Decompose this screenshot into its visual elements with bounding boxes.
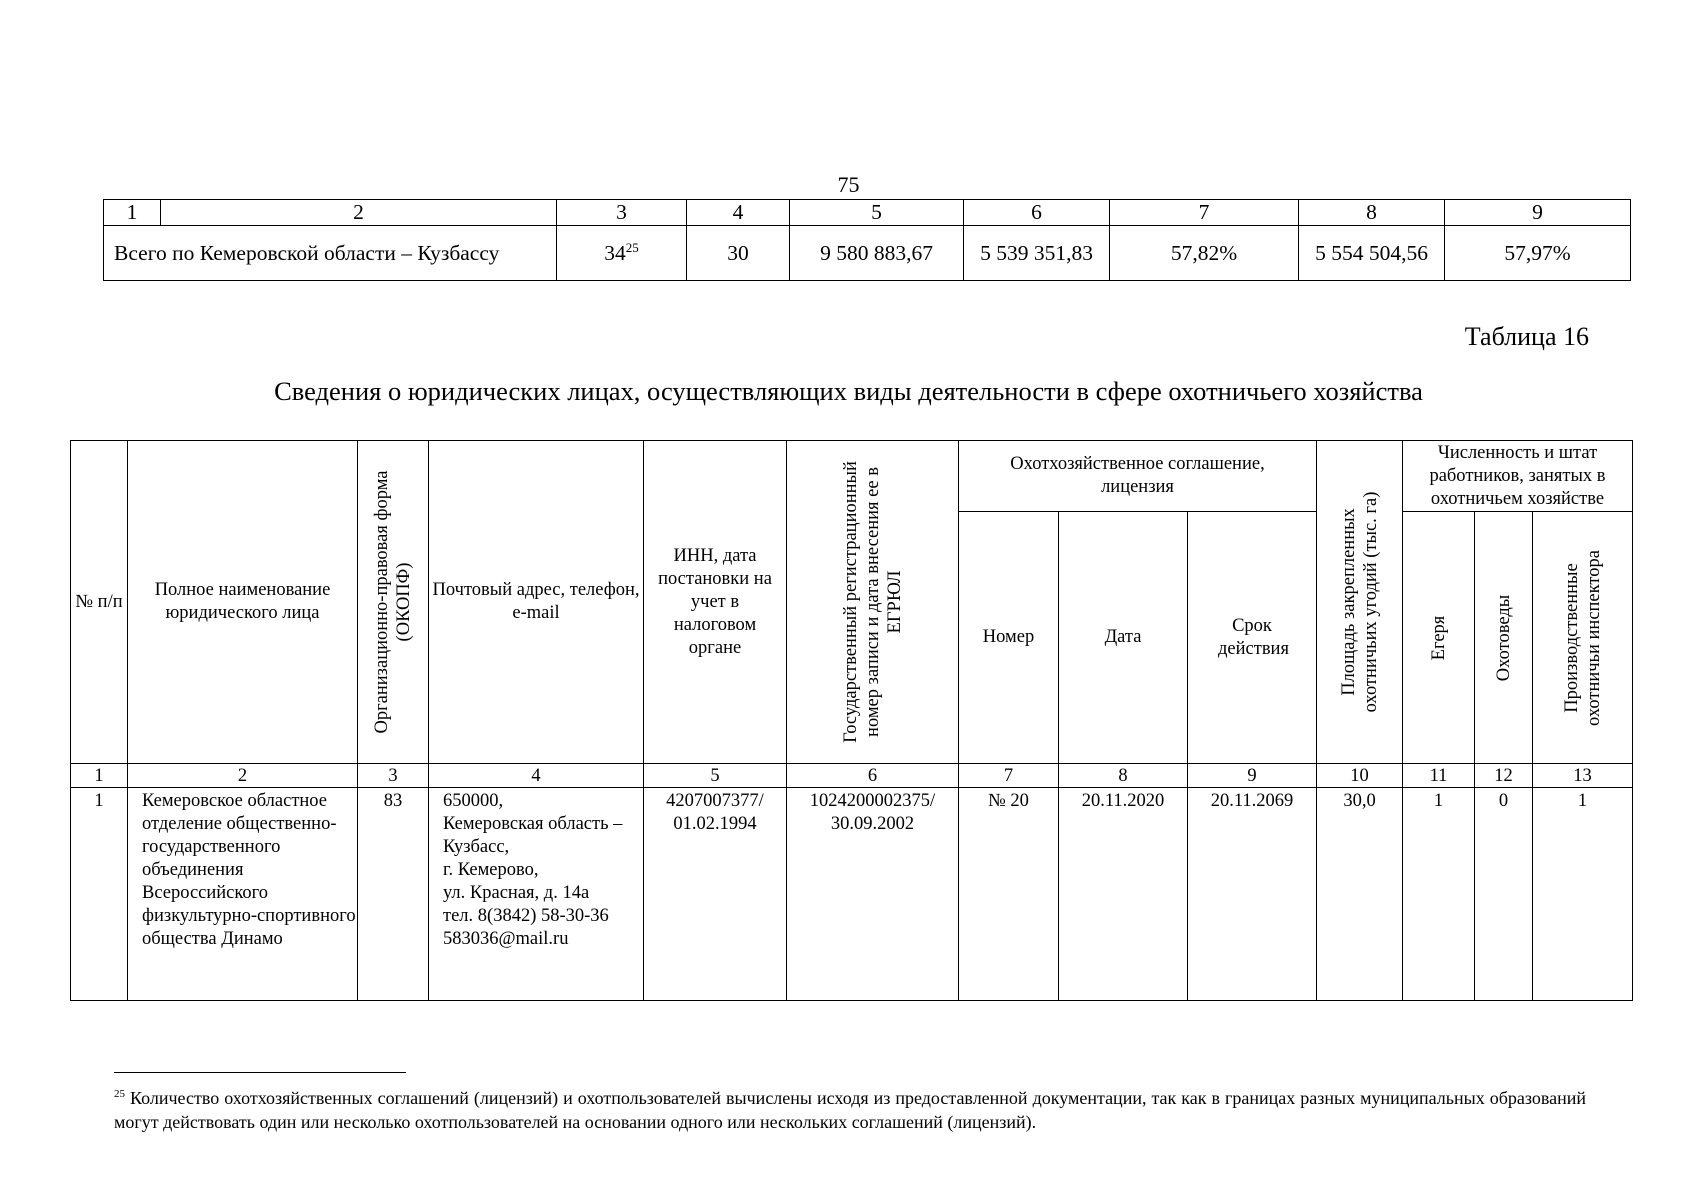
header-agr-number: Номер (959, 512, 1059, 764)
address-line: ул. Красная, д. 14а (443, 883, 590, 903)
address-line: 650000, (443, 791, 504, 811)
summary-header-cell: 4 (687, 200, 790, 226)
footnote-ref: 25 (625, 239, 639, 255)
column-number: 11 (1403, 764, 1475, 788)
summary-header-cell: 7 (1110, 200, 1299, 226)
column-number: 12 (1475, 764, 1533, 788)
column-number: 5 (644, 764, 787, 788)
header-staff: Численность и штат работников, занятых в охотничьем хозяйстве (1403, 441, 1633, 512)
table-title: Сведения о юридических лицах, осуществляющих виды деятельности в сфере охотничьего хозяйства (274, 376, 1423, 406)
summary-header-cell: 5 (790, 200, 964, 226)
row-entity-name: Кемеровское областное отделение общественно-государственного объединения Всероссийского физкультурно-спортивного общества Динамо (128, 788, 358, 1001)
header-experts (1475, 512, 1533, 764)
total-area: 9 580 883,67 (790, 226, 964, 281)
summary-header-cell: 2 (161, 200, 557, 226)
total-label: Всего по Кемеровской области – Кузбассу (104, 226, 557, 281)
address-email: 583036@mail.ru (443, 929, 569, 949)
summary-header-cell: 6 (964, 200, 1110, 226)
header-row-1 (71, 441, 1633, 512)
row-okopf: 83 (358, 788, 429, 1001)
column-number: 4 (429, 764, 644, 788)
column-number: 9 (1188, 764, 1317, 788)
address-line: Кузбасс, (443, 837, 510, 857)
row-agr-date: 20.11.2020 (1059, 788, 1188, 1001)
address-line: Кемеровская область – (443, 814, 623, 834)
footnote-marker: 25 (114, 1088, 125, 1100)
header-inspectors-text: Производственные охотничьи инспектора (1561, 549, 1604, 726)
footnote-separator (114, 1072, 406, 1073)
total-col7-percent: 57,82% (1110, 226, 1299, 281)
summary-header-cell: 8 (1299, 200, 1445, 226)
table-number: Таблица 16 (1464, 322, 1589, 351)
row-agr-number: № 20 (959, 788, 1059, 1001)
header-name: Полное наименование юридического лица (128, 441, 358, 764)
address-line: г. Кемерово, (443, 860, 539, 880)
row-area: 30,0 (1317, 788, 1403, 1001)
legal-entities-table (70, 440, 1633, 1001)
column-number: 3 (358, 764, 429, 788)
header-huntsmen (1403, 512, 1475, 764)
row-ogrn: 1024200002375/ 30.09.2002 (787, 788, 959, 1001)
header-okopf (358, 441, 429, 764)
column-numbers-row (71, 764, 1633, 788)
row-inn: 4207007377/ 01.02.1994 (644, 788, 787, 1001)
row-num: 1 (71, 788, 128, 1001)
row-huntsmen: 1 (1403, 788, 1475, 1001)
row-inspectors: 1 (1533, 788, 1633, 1001)
header-area-text: Площадь закрепленных охотничьих угодий (тыс. га) (1338, 491, 1381, 713)
header-agr-date: Дата (1059, 512, 1188, 764)
header-huntsmen-text: Егеря (1428, 615, 1449, 660)
row-agr-term: 20.11.2069 (1188, 788, 1317, 1001)
summary-header-row (104, 200, 1631, 226)
table-row (71, 788, 1633, 1001)
total-agreements-value: 34 (604, 240, 626, 265)
address-line: тел. 8(3842) 58-30-36 (443, 906, 609, 926)
total-col6: 5 539 351,83 (964, 226, 1110, 281)
header-okopf-text: Организационно-правовая форма (ОКОПФ) (372, 470, 414, 734)
column-number: 8 (1059, 764, 1188, 788)
header-inspectors (1533, 512, 1633, 764)
column-number: 2 (128, 764, 358, 788)
summary-header-cell: 3 (557, 200, 687, 226)
summary-total-row (104, 226, 1631, 281)
header-agreement: Охотхозяйственное соглашение, лицензия (959, 441, 1317, 512)
total-col8: 5 554 504,56 (1299, 226, 1445, 281)
header-experts-text: Охотоведы (1493, 594, 1514, 681)
header-ogrn-text: Государственный регистрационный номер записи и дата внесения ее в ЕГРЮЛ (840, 461, 905, 743)
column-number: 13 (1533, 764, 1633, 788)
header-num: № п/п (71, 441, 128, 764)
summary-header-cell: 1 (104, 200, 161, 226)
summary-header-cell: 9 (1445, 200, 1631, 226)
header-inn: ИНН, дата постановки на учет в налоговом органе (644, 441, 787, 764)
total-agreements (557, 226, 687, 281)
row-address (429, 788, 644, 1001)
header-ogrn (787, 441, 959, 764)
column-number: 1 (71, 764, 128, 788)
column-number: 10 (1317, 764, 1403, 788)
footnote-text: Количество охотхозяйственных соглашений (лицензий) и охотпользователей вычислены исходя из предоставленной документации, так как в границах разных муниципальных образований могут действовать один или несколько охотпользователей на основании одного или нескольких соглашений (лицензий). (114, 1088, 1587, 1132)
header-address: Почтовый адрес, телефон, e-mail (429, 441, 644, 764)
summary-table (103, 199, 1631, 281)
header-area (1317, 441, 1403, 764)
footnote (114, 1086, 1586, 1134)
header-agr-term: Срок действия (1188, 512, 1317, 764)
column-number: 7 (959, 764, 1059, 788)
total-col9-percent: 57,97% (1445, 226, 1631, 281)
column-number: 6 (787, 764, 959, 788)
page-number: 75 (837, 172, 860, 197)
total-users: 30 (687, 226, 790, 281)
row-experts: 0 (1475, 788, 1533, 1001)
